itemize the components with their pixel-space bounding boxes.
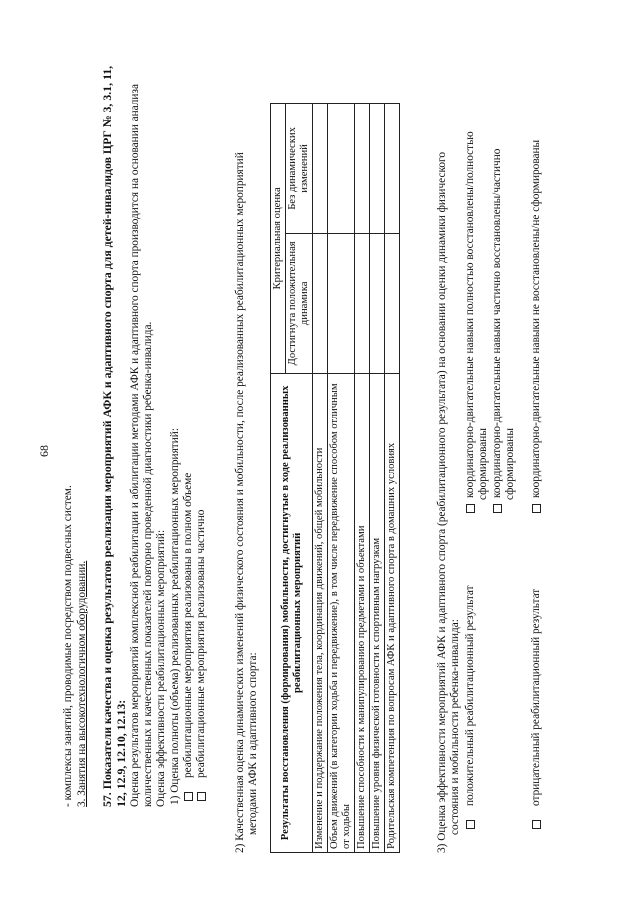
- mobility-results-table: [270, 103, 400, 853]
- checkbox-icon[interactable]: [197, 792, 206, 801]
- page-number: 68: [37, 445, 51, 457]
- negative-option-none: [530, 140, 543, 513]
- table-cell-no-change[interactable]: [355, 104, 370, 234]
- table-row: [370, 104, 385, 853]
- list1-option-full-label: реабилитационные мероприятия реализованы в полном объеме: [182, 472, 194, 778]
- negative-result-option: [530, 589, 543, 829]
- positive-option-partial-cont: сформированы: [504, 428, 516, 500]
- list2-line2: методами АФК и адаптивного спорта:: [247, 652, 259, 835]
- table-header-no-change: Без динамических изменений: [286, 104, 313, 234]
- list1-option-partial-label: реабилитационные мероприятия реализованы частично: [195, 509, 207, 778]
- negative-option-none-label: координаторно-двигательные навыки не восстановлены/не сформированы: [530, 139, 542, 498]
- table-row: [313, 104, 328, 853]
- table-header-achieved: Достигнута положительная динамика: [286, 233, 313, 373]
- positive-result-label: положительный реабилитационный результат: [464, 585, 476, 806]
- table-header-criteria: Критериальная оценка: [271, 104, 286, 374]
- table-row: [385, 104, 400, 853]
- positive-result-option: [464, 585, 477, 829]
- checkbox-icon[interactable]: [532, 504, 541, 513]
- checkbox-icon[interactable]: [184, 792, 193, 801]
- negative-result-label: отрицательный реабилитационный результат: [530, 588, 542, 806]
- section-57-paragraph-line2: количественных и качественных показателей повторно проведенной диагностики ребенка-инвалида.: [142, 321, 154, 807]
- list1-option-partial: [195, 510, 208, 801]
- table-cell-achieved[interactable]: [328, 233, 355, 373]
- positive-option-partial-label: координаторно-двигательные навыки частично восстановлены/частично: [491, 148, 503, 498]
- checkbox-icon[interactable]: [532, 820, 541, 829]
- table-cell-result: Родительская компетенция по вопросам АФК и адаптивного спорта в домашних условиях: [385, 373, 400, 852]
- list2-line1: 2) Качественная оценка динамических изменений физического состояния и мобильности, после реализованных реабилитационных мероприятий: [234, 152, 246, 853]
- table-cell-no-change[interactable]: [328, 104, 355, 234]
- positive-option-full-label: координаторно-двигательные навыки полностью восстановлены/полностью: [464, 131, 476, 498]
- table-cell-achieved[interactable]: [385, 233, 400, 373]
- table-cell-achieved[interactable]: [355, 233, 370, 373]
- table-cell-achieved[interactable]: [313, 233, 328, 373]
- intro-bullet-item: - комплексы занятий, проводимые посредством подвесных систем.: [62, 485, 74, 807]
- table-cell-result: Объем движений (в категории ходьба и передвижение), в том числе передвижение способом отличным от ходьбы: [328, 373, 355, 852]
- table-cell-achieved[interactable]: [370, 233, 385, 373]
- table-header-row: [271, 104, 286, 853]
- section-57-title-line1: 57. Показатели качества и оценка результатов реализации мероприятий АФК и адаптивного спорта для детей-инвалидов ЦРГ № 3, 3.1, 11,: [100, 65, 114, 807]
- positive-option-full: [464, 131, 477, 513]
- section3-line1: 3) Оценка эффективности мероприятий АФК и адаптивного спорта (реабилитационного результата) на основании оценки динамики физического: [436, 151, 448, 853]
- checkbox-icon[interactable]: [493, 504, 502, 513]
- positive-option-full-cont: сформированы: [477, 428, 489, 500]
- positive-option-partial: [491, 149, 504, 513]
- table-cell-no-change[interactable]: [313, 104, 328, 234]
- table-header-results: Результаты восстановления (формирования) мобильности, достигнутые в ходе реализованных реабилитационных мероприятий: [271, 373, 313, 852]
- section3-line2: состояния и мобильности ребенка-инвалида:: [449, 619, 461, 835]
- table-cell-no-change[interactable]: [370, 104, 385, 234]
- checkbox-icon[interactable]: [466, 504, 475, 513]
- section-57-paragraph-line3: Оценка эффективности реабилитационных мероприятий:: [155, 529, 167, 807]
- table-cell-result: Повышение способности к манипулированию предметами и объектами: [355, 373, 370, 852]
- table-row: [328, 104, 355, 853]
- list1-title: 1) Оценка полноты (объема) реализованных реабилитационных мероприятий:: [169, 428, 181, 805]
- section-57-paragraph-line1: Оценка результатов мероприятий комплексной реабилитации и абилитации методами АФК и адаптивного спорта производится на основании анализа: [129, 84, 141, 807]
- table-cell-result: Повышение уровня физической готовности к спортивным нагрузкам: [370, 373, 385, 852]
- table-row: [355, 104, 370, 853]
- checkbox-icon[interactable]: [466, 820, 475, 829]
- section-57-title-line2: 12, 12.9, 12.10, 12.13:: [114, 699, 128, 807]
- intro-item-3: 3. Занятия на высокотехнологичном оборудовании.: [76, 560, 88, 807]
- list1-option-full: [182, 473, 195, 801]
- table-cell-result: Изменение и поддержание положения тела, координация движений, общей мобильности: [313, 373, 328, 852]
- table-cell-no-change[interactable]: [385, 104, 400, 234]
